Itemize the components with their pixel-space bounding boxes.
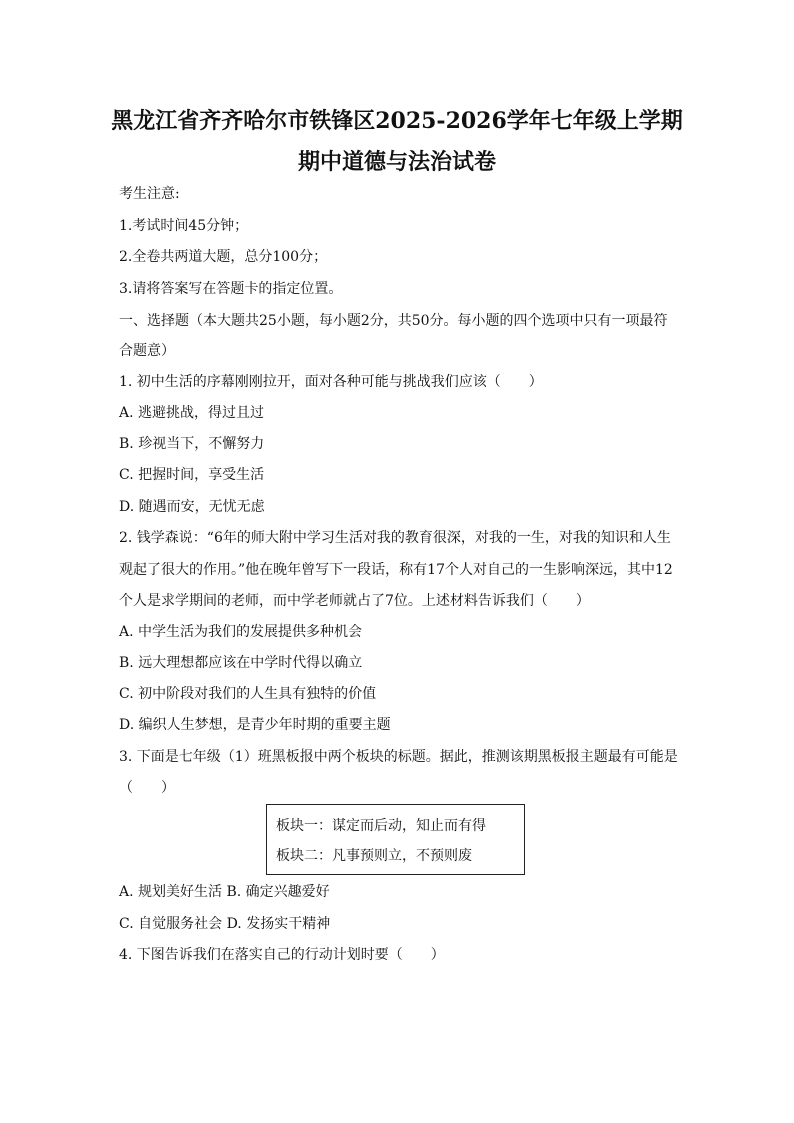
board-section-2: 板块二：凡事预则立，不预则废	[276, 848, 472, 864]
section-heading-cont: 合题意）	[119, 343, 175, 359]
question-3-options-ab: A. 规划美好生活 B. 确定兴趣爱好	[119, 884, 330, 900]
question-1-option-c: C. 把握时间，享受生活	[119, 467, 265, 483]
question-2-stem: 观起了很大的作用。”他在晚年曾写下一段话，称有17个人对自己的一生影响深远，其中12	[119, 562, 673, 578]
question-1-option-a: A. 逃避挑战，得过且过	[119, 405, 265, 421]
question-2-stem: 2. 钱学森说：“6年的师大附中学习生活对我的教育很深，对我的一生，对我的知识和人生	[119, 530, 671, 546]
question-4-stem: 4. 下图告诉我们在落实自己的行动计划时要（ ）	[119, 947, 445, 963]
question-3-options-cd: C. 自觉服务社会 D. 发扬实干精神	[119, 916, 331, 932]
question-3-stem: （ ）	[119, 780, 175, 796]
question-2-option-b: B. 远大理想都应该在中学时代得以确立	[119, 655, 363, 671]
exam-title-line1: 黑龙江省齐齐哈尔市铁锋区2025-2026学年七年级上学期	[111, 108, 683, 134]
exam-title-line2: 期中道德与法治试卷	[297, 149, 496, 175]
question-2-stem: 个人是求学期间的老师，而中学老师就占了7位。上述材料告诉我们（ ）	[119, 593, 590, 609]
board-section-1: 板块一：谋定而后动，知止而有得	[276, 818, 486, 834]
question-2-option-c: C. 初中阶段对我们的人生具有独特的价值	[119, 686, 377, 702]
notice-item: 2.全卷共两道大题，总分100分；	[119, 249, 328, 265]
question-1-stem: 1. 初中生活的序幕刚刚拉开，面对各种可能与挑战我们应该（ ）	[119, 374, 543, 390]
question-1-option-d: D. 随遇而安，无忧无虑	[119, 499, 265, 515]
notice-item: 3.请将答案写在答题卡的指定位置。	[119, 281, 343, 297]
question-1-option-b: B. 珍视当下，不懈努力	[119, 436, 265, 452]
question-2-option-a: A. 中学生活为我们的发展提供多种机会	[119, 624, 363, 640]
notice-item: 1.考试时间45分钟；	[119, 218, 249, 234]
question-3-stem: 3. 下面是七年级（1）班黑板报中两个板块的标题。据此，推测该期黑板报主题最有可能是	[119, 749, 678, 765]
section-heading: 一、选择题（本大题共25小题，每小题2分，共50分。每小题的四个选项中只有一项最符	[119, 313, 668, 329]
question-3-board-box	[266, 804, 525, 875]
notice-heading: 考生注意:	[119, 186, 180, 202]
question-2-option-d: D. 编织人生梦想，是青少年时期的重要主题	[119, 717, 391, 733]
